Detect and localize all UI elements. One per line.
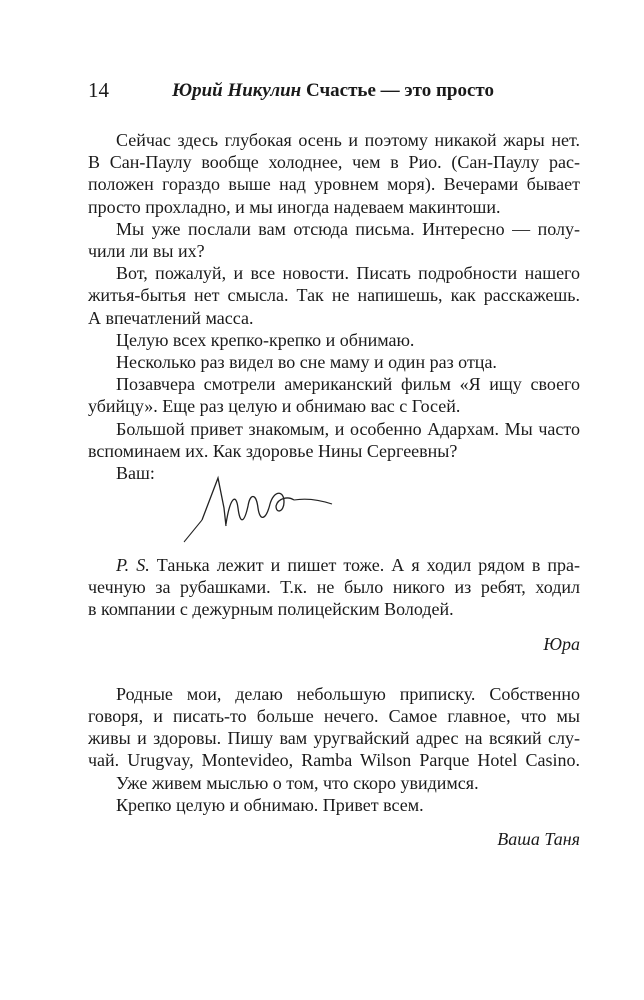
handwritten-signature [180, 468, 340, 554]
text-line: говоря, и писать-то больше нечего. Самое главное, что мы [88, 706, 580, 727]
text-line: в компании с дежурным полицейским Володей. [88, 599, 454, 620]
paragraph [88, 772, 580, 794]
page-header [88, 78, 580, 108]
running-title-book: Счастье — это просто [305, 80, 494, 101]
text-line: Родные мои, делаю небольшую приписку. Собственно [116, 683, 580, 704]
text-line: убийцу». Еще раз целую и обнимаю вас с Госей. [88, 396, 461, 417]
text-line: Мы уже послали вам отсюда письма. Интересно — полу- [116, 218, 580, 239]
text-line: А впечатлений масса. [88, 307, 254, 328]
text-line: Позавчера смотрели американский фильм «Я ищу своего [116, 374, 580, 395]
paragraph [88, 262, 580, 329]
text-line: вспоминаем их. Как здоровье Нины Сергеевны? [88, 440, 458, 461]
text-line: просто прохладно, и мы иногда надеваем макинтоши. [88, 196, 501, 217]
ps-label: P. S. [116, 555, 150, 576]
text-line: житья-бытья нет смысла. Так не напишешь, как расскажешь. [88, 285, 580, 306]
text-line: Сейчас здесь глубокая осень и поэтому никакой жары нет. [116, 130, 580, 150]
text-line: чили ли вы их? [88, 241, 205, 262]
postscript [88, 554, 580, 621]
text-line: В Сан-Паулу вообще холоднее, чем в Рио. (Сан-Паулу рас- [88, 152, 580, 173]
text-line: живы и здоровы. Пишу вам уругвайский адрес на всякий слу- [88, 728, 580, 749]
running-title-author: Юрий Никулин [172, 80, 302, 101]
text-line: Крепко целую и обнимаю. Привет всем. [116, 794, 424, 815]
text-line: Большой привет знакомым, и особенно Адархам. Мы часто [116, 418, 580, 439]
closing-line: Ваш: [116, 463, 155, 484]
paragraph [88, 329, 580, 351]
text-line: чечную за рубашками. Т.к. не было никого из ребят, ходил [88, 577, 580, 598]
paragraph [88, 373, 580, 417]
paragraph [88, 129, 580, 218]
ps-text: Танька лежит и пишет тоже. А я ходил рядом в пра- [156, 555, 580, 576]
text-line: положен гораздо выше над уровнем моря). Вечерами бывает [88, 174, 580, 195]
text-line: Вот, пожалуй, и все новости. Писать подробности нашего [116, 263, 580, 284]
text-line: Несколько раз видел во сне маму и один раз отца. [116, 352, 497, 373]
running-title [172, 80, 494, 102]
page-number: 14 [88, 78, 109, 102]
page-body [88, 129, 580, 850]
paragraph [88, 794, 580, 816]
closing-with-signature [88, 462, 580, 554]
signoff-yura: Юра [543, 633, 580, 654]
text-line: Уже живем мыслью о том, что скоро увидимся. [116, 772, 479, 793]
paragraph [88, 683, 580, 772]
text-line: Целую всех крепко-крепко и обнимаю. [116, 329, 415, 350]
paragraph [88, 418, 580, 462]
paragraph [88, 218, 580, 262]
paragraph [88, 351, 580, 373]
text-line: чай. Urugvay, Montevideo, Ramba Wilson Parque Hotel Casino. [88, 750, 580, 771]
text-line [88, 554, 580, 576]
signoff-tanya: Ваша Таня [497, 829, 580, 850]
